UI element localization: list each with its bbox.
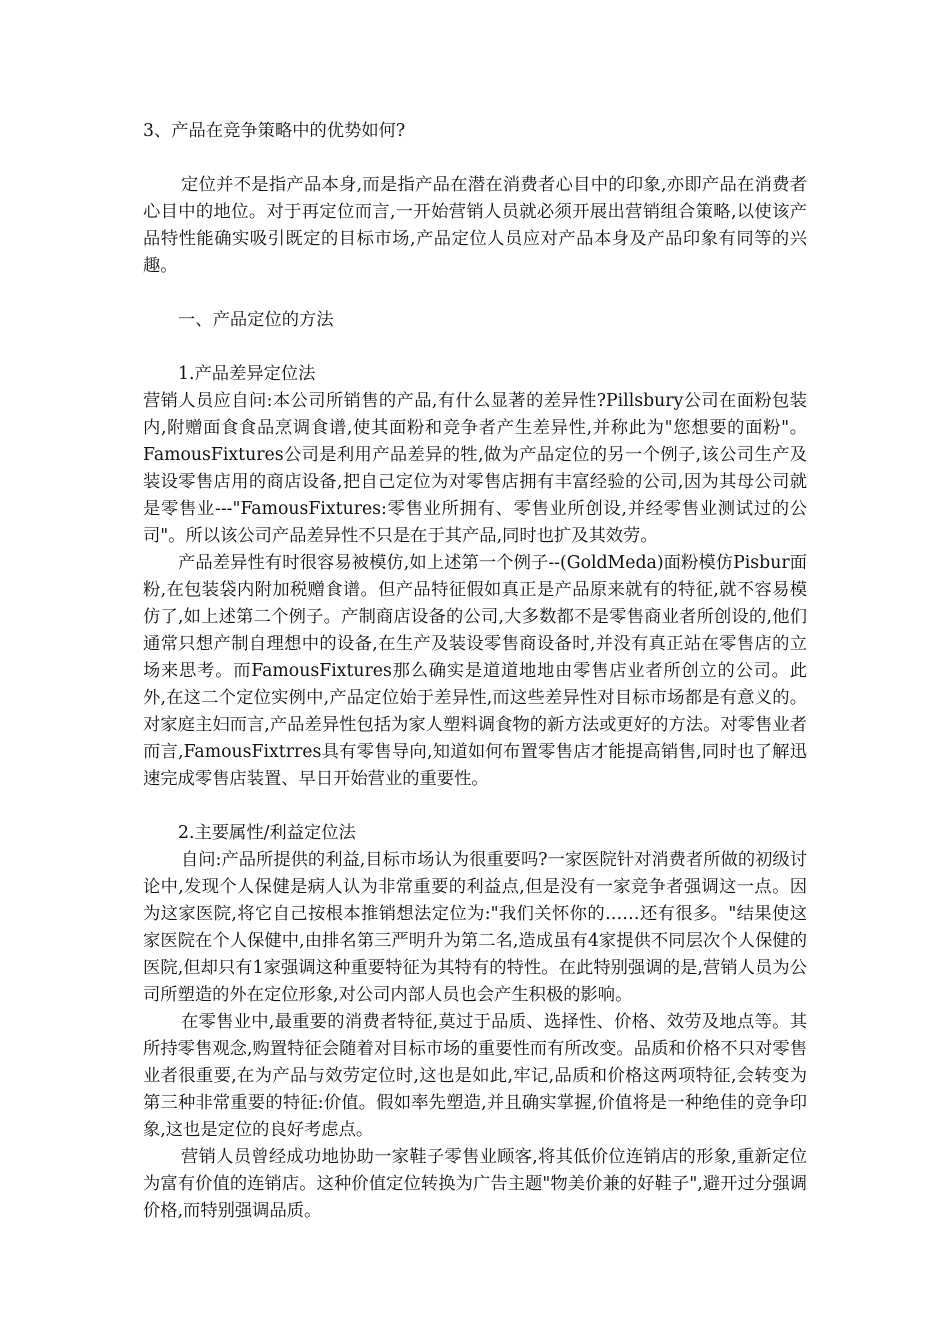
- document-page: [143, 118, 807, 1225]
- method1-heading: 1.产品差异定位法: [178, 364, 316, 384]
- method2-paragraph-3: 营销人员曾经成功地协助一家鞋子零售业顾客,将其低价位连销店的形象,重新定位为富有价值的连销店。这种价值定位转换为广告主题"物美价兼的好鞋子",避开过分强调价格,而特别强调品质。: [143, 1147, 807, 1221]
- spacer: [143, 280, 807, 307]
- spacer: [143, 793, 807, 820]
- method2-paragraph-1: 自问:产品所提供的利益,目标市场认为很重要吗?一家医院针对消费者所做的初级讨论中,发现个人保健是病人认为非常重要的利益点,但是没有一家竞争者强调这一点。因为这家医院,将它自己按根本推销想法定位为:"我们关怀你的……还有很多。"结果使这家医院在个人保健中,由排名第三严明升为第二名,造成虽有4家提供不同层次个人保健的医院,但却只有1家强调这种重要特征为其特有的特性。在此特别强调的是,营销人员为公司所塑造的外在定位形象,对公司内部人员也会产生积极的影响。: [143, 850, 807, 1005]
- method2-paragraph-2: 在零售业中,最重要的消费者特征,莫过于品质、选择性、价格、效劳及地点等。其所持零售观念,购置特征会随着对目标市场的重要性而有所改变。品质和价格不只对零售业者很重要,在为产品与效劳定位时,这也是如此,牢记,品质和价格这两项特征,会转变为第三种非常重要的特征:价值。假如率先塑造,并且确实掌握,价值将是一种绝佳的竞争印象,这也是定位的良好考虑点。: [143, 1012, 807, 1140]
- spacer: [143, 145, 807, 172]
- part-heading: 一、产品定位的方法: [178, 310, 334, 330]
- method1-paragraph-2: 产品差异性有时很容易被模仿,如上述第一个例子--(GoldMeda)面粉模仿Pisbur面粉,在包装袋内附加税赠食谱。但产品特征假如真正是产品原来就有的特征,就不容易模仿了,如上述第二个例子。产制商店设备的公司,大多数都不是零售商业者所创设的,他们通常只想产制自理想中的设备,在生产及装设零售商设备时,并没有真正站在零售店的立场来思考。而FamousFixtures那么确实是道道地地由零售店业者所创立的公司。此外,在这二个定位实例中,产品定位始于差异性,而这些差异性对目标市场都是有意义的。对家庭主妇而言,产品差异性包括为家人塑料调食物的新方法或更好的方法。对零售业者而言,FamousFixtrres具有零售导向,知道如何布置零售店才能提高销售,同时也了解迅速完成零售店装置、早日开始营业的重要性。: [143, 553, 807, 789]
- section-heading: 3、产品在竞争策略中的优势如何?: [143, 121, 406, 141]
- spacer: [143, 334, 807, 361]
- method1-paragraph-1: 营销人员应自问:本公司所销售的产品,有什么显著的差异性?Pillsbury公司在面粉包装内,附赠面食食品烹调食谱,使其面粉和竞争者产生差异性,并称此为"您想要的面粉"。FamousFixtures公司是利用产品差异的牲,做为产品定位的另一个例子,该公司生产及装设零售店用的商店设备,把自己定位为对零售店拥有丰富经验的公司,因为其母公司就是零售业---"FamousFixtures:零售业所拥有、零售业所创设,并经零售业测试过的公司"。所以该公司产品差异性不只是在于其产品,同时也扩及其效劳。: [143, 391, 807, 546]
- intro-paragraph: 定位并不是指产品本身,而是指产品在潜在消费者心目中的印象,亦即产品在消费者心目中的地位。对于再定位而言,一开始营销人员就必须开展出营销组合策略,以使该产品特性能确实吸引既定的目标市场,产品定位人员应对产品本身及产品印象有同等的兴趣。: [143, 175, 807, 276]
- method2-heading: 2.主要属性/利益定位法: [178, 823, 356, 843]
